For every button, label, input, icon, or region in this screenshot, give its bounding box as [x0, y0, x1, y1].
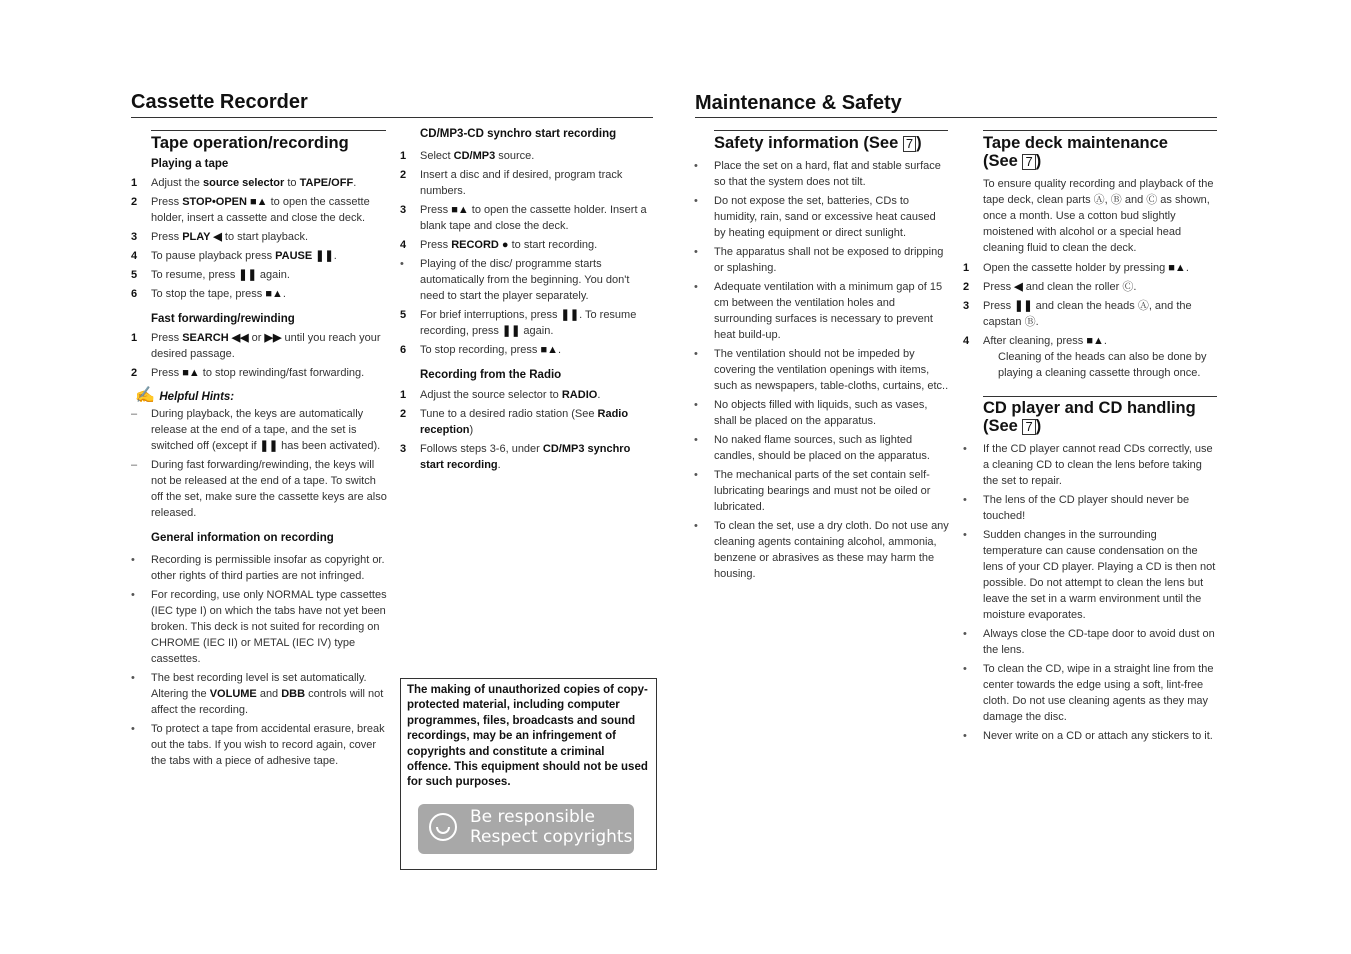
deck-note: Cleaning of the heads can also be done by playing a cleaning cassette through once. — [998, 351, 1207, 379]
section-rule — [151, 130, 386, 131]
page-title-left: Cassette Recorder — [131, 91, 308, 113]
recording-column — [400, 126, 652, 476]
list-item — [131, 229, 387, 245]
badge-text — [470, 807, 632, 847]
list-item — [400, 202, 652, 234]
list-item — [400, 237, 652, 253]
item-text: For brief interruptions, press ❚❚. To resume recording, press ❚❚ again. — [420, 309, 637, 337]
item-text: To stop the tape, press ■▲. — [151, 288, 286, 300]
item-text: Open the cassette holder by pressing ■▲. — [983, 262, 1189, 274]
list-item — [694, 346, 949, 394]
close-paren: ) — [1035, 417, 1042, 435]
list-item — [400, 256, 652, 304]
item-text: Press ■▲ to stop rewinding/fast forwarding. — [151, 367, 365, 379]
item-text: Sudden changes in the surrounding temperature can cause condensation on the lens of your CD player. Playing a CD is then not possible. Do not attempt to clean the lens but leave the set in a warm environment until the moisture evaporates. — [983, 529, 1216, 621]
tape-section-title: Tape operation/recording — [151, 134, 349, 152]
section-rule — [983, 130, 1217, 131]
item-marker: • — [131, 554, 135, 566]
deck-intro: To ensure quality recording and playback of the tape deck, clean parts Ⓐ, Ⓑ and Ⓒ as shown, once a month. Use a cotton bud slightly moistened with alcohol or a special head cleaning fluid to clean the deck. — [983, 178, 1214, 254]
item-marker: 1 — [131, 177, 138, 189]
item-marker: 3 — [400, 443, 407, 455]
item-text: The apparatus shall not be exposed to dripping or splashing. — [714, 246, 944, 274]
hints-title: Helpful Hints: — [159, 391, 235, 403]
item-marker: 1 — [400, 150, 407, 162]
item-marker: • — [694, 434, 698, 446]
list-item — [963, 333, 1218, 349]
safety-list — [694, 158, 949, 582]
item-text: For recording, use only NORMAL type cassettes (IEC type I) on which the tabs have not yet been broken. This deck is not suited for recording on CHROME (IEC II) or METAL (IEC IV) type cassettes. — [151, 589, 387, 665]
section-rule — [983, 396, 1217, 397]
item-marker: • — [963, 730, 967, 742]
list-item — [694, 244, 949, 276]
badge-line-2: Respect copyrights — [470, 827, 633, 847]
deck-title-line-1: Tape deck maintenance — [983, 134, 1168, 152]
figure-ref: 7 — [1022, 419, 1035, 435]
radio-list — [400, 387, 652, 473]
item-marker: • — [694, 281, 698, 293]
item-marker: 4 — [131, 250, 138, 262]
item-marker: • — [694, 348, 698, 360]
cd-title-line-2: (See — [983, 417, 1018, 435]
item-marker: • — [131, 672, 135, 684]
item-marker: 2 — [400, 169, 407, 181]
item-marker: • — [694, 399, 698, 411]
synchro-list — [400, 148, 652, 358]
item-marker: • — [694, 246, 698, 258]
copyright-notice — [400, 678, 657, 870]
item-marker: • — [694, 195, 698, 207]
list-item — [963, 626, 1218, 658]
maintenance-column — [963, 130, 1218, 747]
list-item — [400, 406, 652, 438]
item-text: Press PLAY ◀ to start playback. — [151, 231, 309, 243]
item-text: The best recording level is set automatically. Altering the VOLUME and DBB controls will not affect the recording. — [151, 672, 384, 716]
list-item — [400, 148, 652, 164]
item-text: Recording is permissible insofar as copyright or. other rights of third parties are not infringed. — [151, 554, 385, 582]
list-item — [131, 175, 387, 191]
close-paren: ) — [916, 134, 922, 152]
item-marker: – — [131, 459, 138, 471]
close-paren: ) — [1035, 152, 1042, 170]
list-item — [400, 441, 652, 473]
item-marker: 5 — [131, 269, 138, 281]
list-item — [963, 260, 1218, 276]
item-marker: • — [400, 258, 404, 270]
smile-icon — [429, 813, 457, 841]
cd-title-line-1: CD player and CD handling — [983, 399, 1196, 417]
item-text: During fast forwarding/rewinding, the keys will not be released at the end of a tape. To switch off the set, make sure the cassette keys are also released. — [151, 459, 387, 519]
item-text: Press SEARCH ◀◀ or ▶▶ until you reach your desired passage. — [151, 332, 381, 360]
item-marker: 6 — [131, 288, 138, 300]
item-text: Press ■▲ to open the cassette holder. Insert a blank tape and close the deck. — [420, 204, 647, 232]
list-item — [131, 457, 387, 521]
item-marker: • — [131, 723, 135, 735]
item-text: To stop recording, press ■▲. — [420, 344, 562, 356]
item-marker: 5 — [400, 309, 407, 321]
list-item — [694, 432, 949, 464]
item-text: The lens of the CD player should never be touched! — [983, 494, 1190, 522]
list-item — [131, 286, 387, 302]
list-item — [963, 728, 1218, 744]
list-item — [963, 527, 1218, 623]
list-item — [963, 279, 1218, 295]
item-text: To clean the set, use a dry cloth. Do not use any cleaning agents containing alcohol, ammonia, benzene or abrasives as these may harm the housing. — [714, 520, 949, 580]
list-item — [400, 167, 652, 199]
item-text: Adjust the source selector to TAPE/OFF. — [151, 177, 357, 189]
item-marker: 2 — [400, 408, 407, 420]
list-item — [694, 467, 949, 515]
playing-heading: Playing a tape — [151, 158, 229, 170]
list-item — [131, 365, 387, 381]
safety-title — [714, 134, 949, 152]
safety-title-text: Safety information (See — [714, 134, 899, 152]
list-item — [131, 194, 387, 226]
item-text: Adjust the source selector to RADIO. — [420, 389, 601, 401]
cd-list — [963, 441, 1218, 744]
list-item — [131, 267, 387, 283]
item-marker: • — [131, 589, 135, 601]
section-rule — [714, 130, 948, 131]
list-item — [131, 587, 387, 667]
item-marker: • — [694, 469, 698, 481]
deck-title-line-2: (See — [983, 152, 1018, 170]
badge-line-1: Be responsible — [470, 807, 595, 827]
cd-title — [983, 399, 1218, 435]
list-item — [963, 661, 1218, 725]
list-item — [694, 158, 949, 190]
pen-check-icon: ✍ — [135, 387, 155, 404]
item-marker: • — [963, 494, 967, 506]
list-item — [131, 721, 387, 769]
deck-steps — [963, 260, 1218, 349]
item-text: Adequate ventilation with a minimum gap of 15 cm between the ventilation holes and surrounding surfaces is necessary to prevent heat build-up. — [714, 281, 943, 341]
radio-heading: Recording from the Radio — [420, 369, 562, 381]
notice-text: The making of unauthorized copies of copy-protected material, including computer programmes, files, broadcasts and sound recordings, may be an infringement of copyrights and constitute a criminal offence. This equipment should not be used for such purposes. — [407, 684, 648, 789]
figure-ref: 7 — [1022, 154, 1035, 170]
item-text: Tune to a desired radio station (See Radio reception) — [420, 408, 629, 436]
list-item — [400, 307, 652, 339]
item-text: Always close the CD-tape door to avoid dust on the lens. — [983, 628, 1215, 656]
item-text: Follows steps 3-6, under CD/MP3 synchro start recording. — [420, 443, 631, 471]
title-rule-right — [695, 117, 1217, 118]
list-item — [694, 279, 949, 343]
title-rule-left — [131, 117, 653, 118]
deck-title — [983, 134, 1218, 170]
item-text: To clean the CD, wipe in a straight line from the center towards the edge using a soft, lint-free cloth. Do not use cleaning agents as they may damage the disc. — [983, 663, 1214, 723]
list-item — [963, 492, 1218, 524]
tape-column — [131, 130, 387, 772]
item-text: To resume, press ❚❚ again. — [151, 269, 290, 281]
item-text: Press STOP•OPEN ■▲ to open the cassette holder, insert a cassette and close the deck. — [151, 196, 370, 224]
item-text: Place the set on a hard, flat and stable surface so that the system does not tilt. — [714, 160, 941, 188]
list-item — [963, 298, 1218, 330]
item-marker: 2 — [963, 281, 970, 293]
item-marker: 1 — [400, 389, 407, 401]
list-item — [131, 670, 387, 718]
fast-heading: Fast forwarding/rewinding — [151, 313, 295, 325]
hints-header — [135, 387, 387, 405]
item-text: Select CD/MP3 source. — [420, 150, 535, 162]
list-item — [131, 406, 387, 454]
list-item — [131, 248, 387, 264]
item-text: Playing of the disc/ programme starts automatically from the beginning. You don't need to start the player separately. — [420, 258, 630, 302]
item-text: Insert a disc and if desired, program track numbers. — [420, 169, 623, 197]
item-text: During playback, the keys are automatically release at the end of a tape, and the set is switched off (except if ❚❚ has been activated). — [151, 408, 381, 452]
list-item — [694, 518, 949, 582]
item-marker: 6 — [400, 344, 407, 356]
item-text: The ventilation should not be impeded by covering the ventilation openings with items, such as newspapers, table-cloths, curtains, etc.. — [714, 348, 949, 392]
item-marker: 3 — [400, 204, 407, 216]
item-text: No naked flame sources, such as lighted candles, should be placed on the apparatus. — [714, 434, 930, 462]
item-marker: • — [963, 663, 967, 675]
list-item — [400, 342, 652, 358]
item-marker: 2 — [131, 196, 138, 208]
item-text: Never write on a CD or attach any stickers to it. — [983, 730, 1213, 742]
list-item — [694, 397, 949, 429]
item-marker: • — [963, 529, 967, 541]
list-item — [694, 193, 949, 241]
item-marker: • — [694, 520, 698, 532]
item-marker: • — [963, 443, 967, 455]
playing-steps — [131, 175, 387, 302]
item-marker: • — [963, 628, 967, 640]
figure-ref: 7 — [903, 136, 916, 152]
item-marker: 1 — [131, 332, 138, 344]
safety-column — [694, 130, 949, 585]
item-text: If the CD player cannot read CDs correctly, use a cleaning CD to clean the lens before taking the set to repair. — [983, 443, 1213, 487]
item-marker: – — [131, 408, 138, 420]
general-list — [131, 552, 387, 769]
list-item — [400, 387, 652, 403]
item-text: Press ❚❚ and clean the heads Ⓐ, and the capstan Ⓑ. — [983, 300, 1192, 328]
respect-copyrights-badge — [418, 804, 634, 854]
item-text: After cleaning, press ■▲. — [983, 335, 1107, 347]
item-marker: 3 — [131, 231, 138, 243]
item-marker: 1 — [963, 262, 970, 274]
item-text: To protect a tape from accidental erasure, break out the tabs. If you wish to record again, cover the tabs with a piece of adhesive tape. — [151, 723, 385, 767]
synchro-heading: CD/MP3-CD synchro start recording — [420, 128, 617, 140]
item-text: Press RECORD ● to start recording. — [420, 239, 598, 251]
hints-list — [131, 406, 387, 521]
list-item — [131, 552, 387, 584]
page-title-right: Maintenance & Safety — [695, 92, 902, 114]
list-item — [131, 330, 387, 362]
item-text: To pause playback press PAUSE ❚❚. — [151, 250, 337, 262]
fast-steps — [131, 330, 387, 381]
item-marker: 3 — [963, 300, 970, 312]
item-marker: 4 — [963, 335, 970, 347]
item-text: Press ◀ and clean the roller Ⓒ. — [983, 281, 1137, 293]
item-marker: 2 — [131, 367, 138, 379]
item-text: Do not expose the set, batteries, CDs to humidity, rain, sand or excessive heat caused by heating equipment or direct sunlight. — [714, 195, 936, 239]
item-marker: 4 — [400, 239, 407, 251]
item-text: The mechanical parts of the set contain self-lubricating bearings and must not be oiled or lubricated. — [714, 469, 931, 513]
general-heading: General information on recording — [151, 532, 334, 544]
list-item — [963, 441, 1218, 489]
item-marker: • — [694, 160, 698, 172]
item-text: No objects filled with liquids, such as vases, shall be placed on the apparatus. — [714, 399, 928, 427]
